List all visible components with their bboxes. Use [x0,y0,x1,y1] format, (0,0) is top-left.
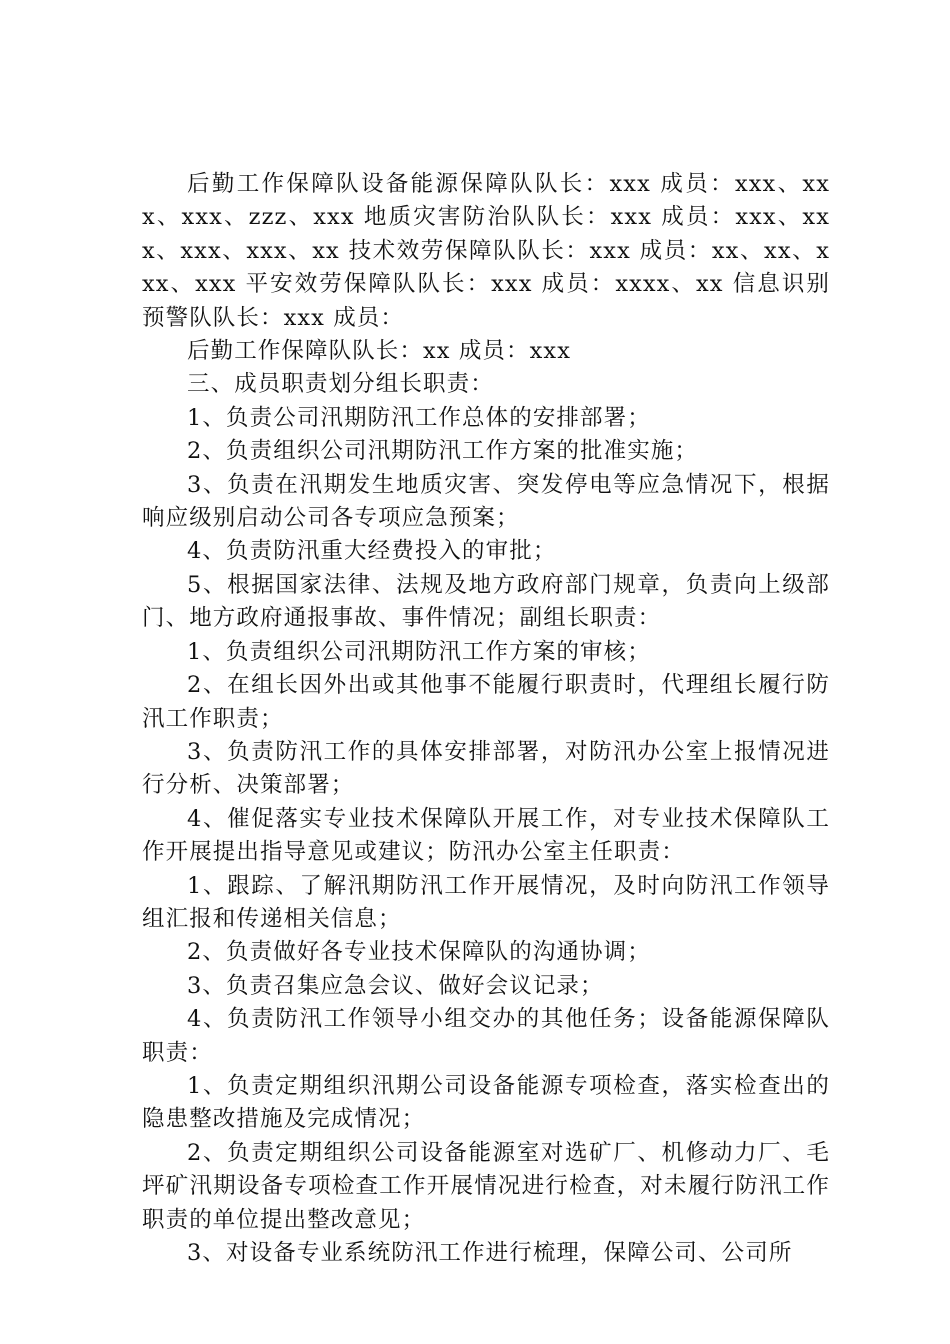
list-item: 2、负责定期组织公司设备能源室对选矿厂、机修动力厂、毛坪矿汛期设备专项检查工作开展情况进行检查，对未履行防汛工作职责的单位提出整改意见； [142,1139,830,1233]
list-item: 3、负责在汛期发生地质灾害、突发停电等应急情况下，根据响应级别启动公司各专项应急预案； [142,471,830,532]
list-item: 2、在组长因外出或其他事不能履行职责时，代理组长履行防汛工作职责； [142,672,830,732]
list-item: 2、负责做好各专业技术保障队的沟通协调； [187,939,651,966]
list-item: 4、负责防汛重大经费投入的审批； [187,538,557,565]
list-item: 1、负责定期组织汛期公司设备能源专项检查，落实检查出的隐患整改措施及完成情况； [142,1072,830,1133]
paragraph-team-members: 后勤工作保障队设备能源保障队队长：xxx 成员：xxx、xxx、xxx、zzz、xxx 地质灾害防治队队长：xxx 成员：xxx、xxx、xxx、xxx、xx 技术效劳保障队队长：xxx 成员：xx、xx、xxx、xxx 平安效劳保障队队长：xxx 成员：xxxx、xx 信息识别预警队队长：xxx 成员： [142,171,830,331]
list-item: 3、负责召集应急会议、做好会议记录； [187,972,604,999]
list-item: 4、催促落实专业技术保障队开展工作，对专业技术保障队工作开展提出指导意见或建议；防汛办公室主任职责： [142,805,830,866]
paragraph-logistics-team: 后勤工作保障队队长：xx 成员：xxx [187,338,571,365]
section-heading-responsibilities: 三、成员职责划分组长职责： [187,371,494,398]
list-item: 3、负责防汛工作的具体安排部署，对防汛办公室上报情况进行分析、决策部署； [142,738,830,799]
list-item: 5、根据国家法律、法规及地方政府部门规章，负责向上级部门、地方政府通报事故、事件情况；副组长职责： [142,571,830,632]
list-item: 1、负责组织公司汛期防汛工作方案的审核； [187,638,651,665]
document-body [142,168,830,1270]
list-item: 3、对设备专业系统防汛工作进行梳理，保障公司、公司所 [187,1240,793,1266]
list-item: 4、负责防汛工作领导小组交办的其他任务；设备能源保障队职责： [142,1006,830,1066]
list-item: 1、负责公司汛期防汛工作总体的安排部署； [187,404,651,431]
list-item: 1、跟踪、了解汛期防汛工作开展情况，及时向防汛工作领导组汇报和传递相关信息； [142,872,830,932]
list-item: 2、负责组织公司汛期防汛工作方案的批准实施； [187,438,699,465]
